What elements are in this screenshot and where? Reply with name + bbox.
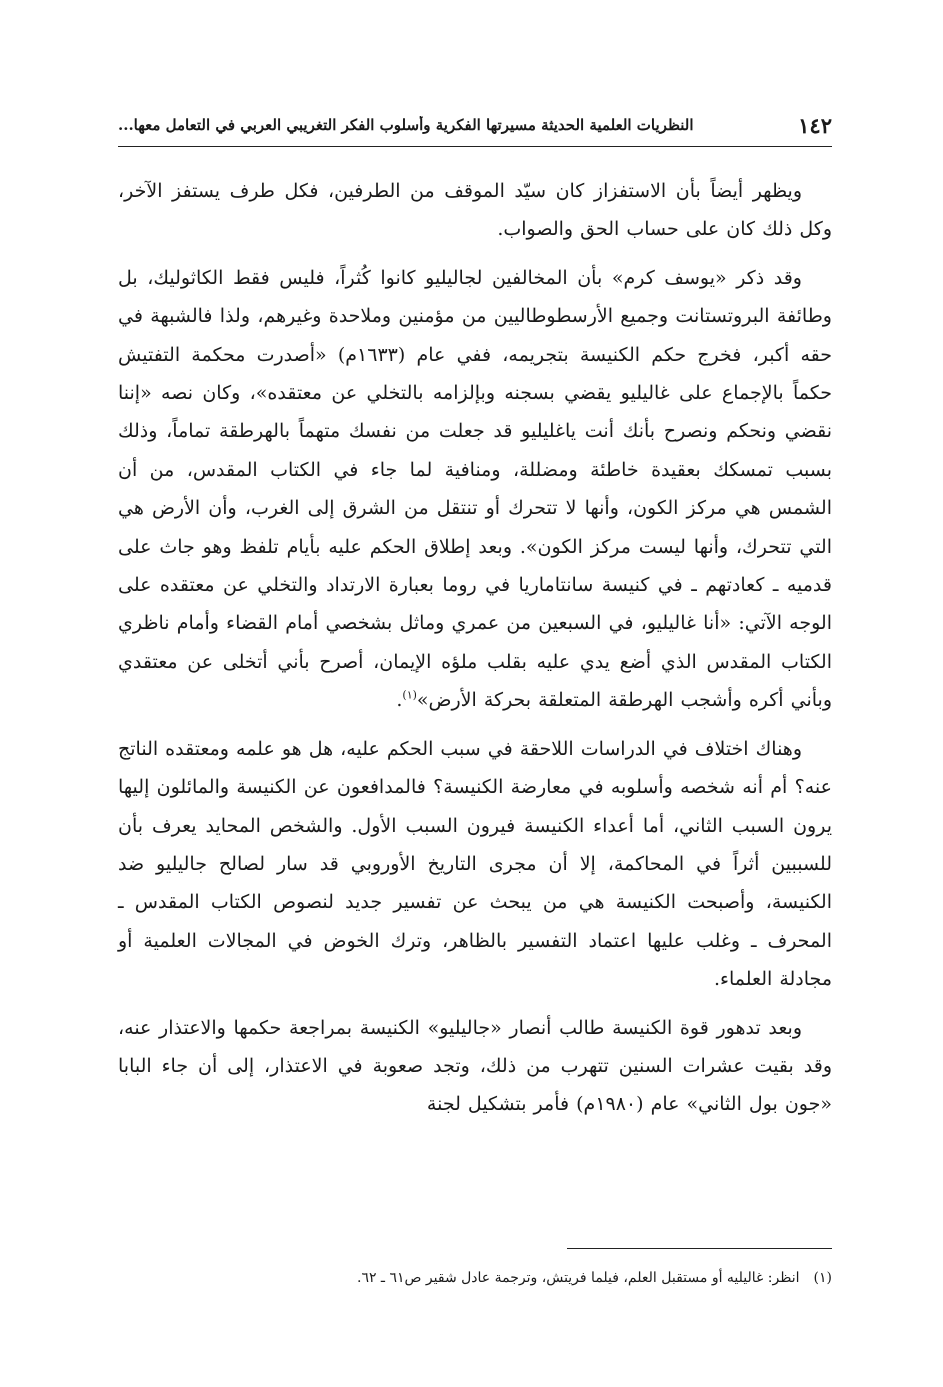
paragraph: وبعد تدهور قوة الكنيسة طالب أنصار «جاليليو» الكنيسة بمراجعة حكمها والاعتذار عنه، وقد بقيت عشرات السنين تتهرب من ذلك، وتجد صعوبة في الاعتذار، إلى أن جاء البابا «جون بول الثاني» عام (١٩٨٠م) فأمر بتشكيل لجنة (118, 1016, 832, 1116)
footnote-number: (١) (813, 1270, 832, 1286)
paragraph (118, 259, 832, 720)
footnote-reference[interactable]: (١) (402, 688, 417, 702)
paragraph-end: . (396, 689, 403, 712)
paragraph: وهناك اختلاف في الدراسات اللاحقة في سبب الحكم عليه، هل هو علمه ومعتقده الناتج عنه؟ أم أنه شخصه وأسلوبه في معارضة الكنيسة؟ فالمدافعون عن الكنيسة والمائلون إليها يرون السبب الثاني، أما أعداء الكنيسة فيرون السبب الأول. والشخص المحايد يعرف بأن للسببين أثراً في المحاكمة، إلا أن مجرى التاريخ الأوروبي قد سار لصالح جاليليو ضد الكنيسة، وأصبحت الكنيسة هي من يبحث عن تفسير جديد لنصوص الكتاب المقدس ـ المحرف ـ وغلب عليها اعتماد التفسير بالظاهر، وترك الخوض في المجالات العلمية أو مجادلة العلماء. (118, 737, 832, 991)
book-page (118, 104, 832, 1304)
running-title: النظريات العلمية الحديثة مسيرتها الفكرية وأسلوب الفكر التغريبي العربي في التعامل معها... (118, 116, 694, 134)
paragraph-text: وقد ذكر «يوسف كرم» بأن المخالفين لجاليليو كانوا كُثراً، فليس فقط الكاثوليك، بل وطائفة البروتستانت وجميع الأرسطوطاليين من مؤمنين وملاحدة وغيرهم، ولذا فالشبهة في حقه أكبر، فخرج حكم الكنيسة بتجريمه، ففي عام (١٦٣٣م) «أصدرت محكمة التفتيش حكماً بالإجماع على غاليليو يقضي بسجنه وبإلزامه بالتخلي عن معتقده»، وكان نصه «إننا نقضي ونحكم ونصرح بأنك أنت ياغليليو قد جعلت من نفسك متهماً بالهرطقة تماماً، وذلك بسبب تمسكك بعقيدة خاطئة ومضللة، ومنافية لما جاء في الكتاب المقدس، من أن الشمس هي مركز الكون، وأنها لا تتحرك أو تنتقل من الشرق إلى الغرب، وأن الأرض هي التي تتحرك، وأنها ليست مركز الكون». وبعد إطلاق الحكم عليه بأيام تلفظ وهو جاث على قدميه ـ كعادتهم ـ في كنيسة سانتاماريا في روما بعبارة الارتداد والتخلي عن معتقده على الوجه الآتي: «أنا غاليليو، في السبعين من عمري وماثل بشخصي أمام القضاء وأمام ناظري الكتاب المقدس الذي أضع يدي عليه بقلب ملؤه الإيمان، أصرح بأني أتخلى عن معتقدي وبأني أكره وأشجب الهرطقة المتعلقة بحركة الأرض» (118, 266, 832, 712)
page-number: ١٤٢ (798, 112, 832, 138)
footnote-separator (567, 1248, 832, 1249)
footnote-text: انظر: غاليليه أو مستقبل العلم، فيلما فريتش، وترجمة عادل شقير ص٦١ ـ ٦٢. (356, 1270, 800, 1286)
main-text (118, 172, 832, 1134)
footnote (118, 1266, 832, 1290)
running-header (118, 104, 832, 147)
paragraph: ويظهر أيضاً بأن الاستفزاز كان سيّد الموقف من الطرفين، فكل طرف يستفز الآخر، وكل ذلك كان على حساب الحق والصواب. (118, 180, 832, 241)
